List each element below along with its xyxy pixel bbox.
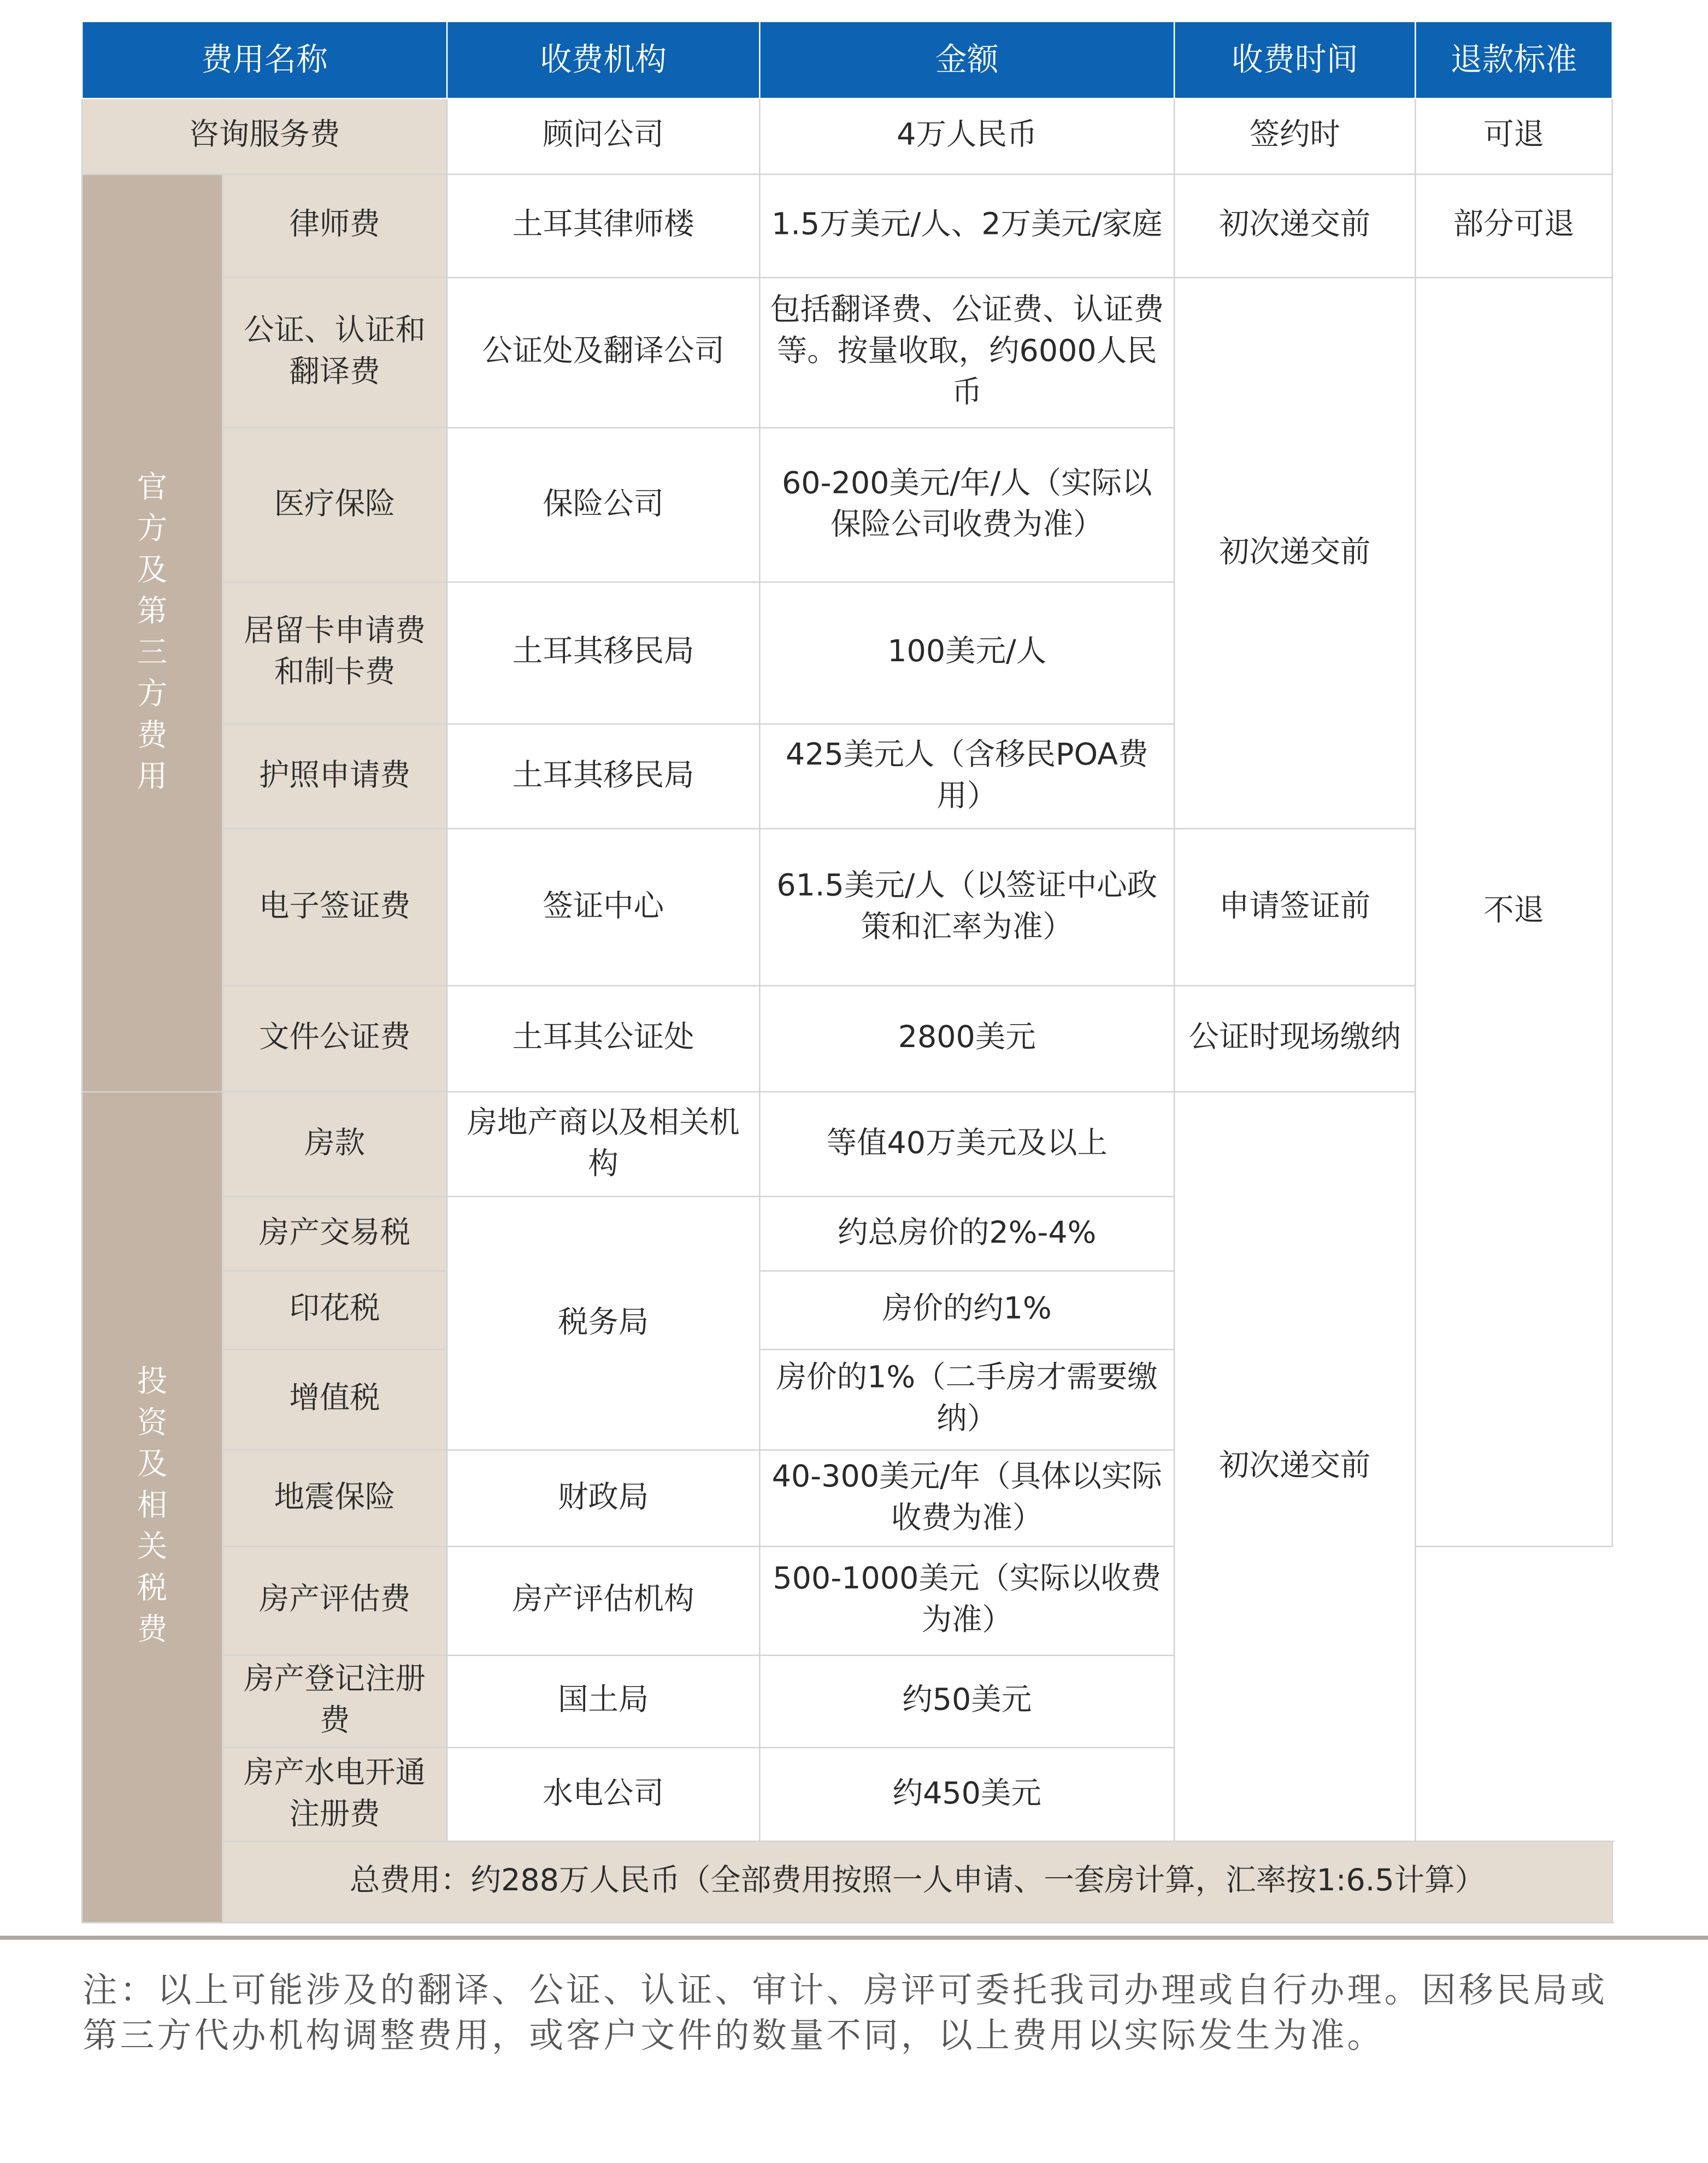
fee-org: 土耳其移民局 — [447, 724, 759, 829]
table-row — [82, 828, 1612, 985]
group-label-invest: 投资及相关税费 — [82, 1092, 222, 1923]
fee-amount: 40-300美元/年（具体以实际收费为准） — [759, 1450, 1174, 1546]
table-row — [82, 278, 1612, 428]
fee-amount: 2800美元 — [759, 986, 1174, 1092]
header-amount: 金额 — [759, 21, 1174, 98]
fee-org: 国土局 — [447, 1655, 759, 1748]
fee-name: 公证、认证和翻译费 — [222, 278, 447, 428]
fee-name: 房产登记注册费 — [222, 1655, 447, 1748]
fee-name: 房款 — [222, 1092, 447, 1197]
fee-org: 水电公司 — [447, 1748, 759, 1841]
fee-org: 财政局 — [447, 1450, 759, 1546]
fee-name: 地震保险 — [222, 1450, 447, 1546]
header-time: 收费时间 — [1174, 21, 1415, 98]
fee-time: 初次递交前 — [1174, 1092, 1415, 1841]
fee-amount: 60-200美元/年/人（实际以保险公司收费为准） — [759, 428, 1174, 582]
group-label-official: 官方及第三方费用 — [82, 174, 222, 1092]
fee-name: 医疗保险 — [222, 428, 447, 582]
fee-amount: 100美元/人 — [759, 582, 1174, 724]
fee-org: 房产评估机构 — [447, 1547, 759, 1655]
fee-name: 房产交易税 — [222, 1196, 447, 1271]
fee-refund: 不退 — [1415, 278, 1612, 1547]
fee-org: 房地产商以及相关机构 — [447, 1092, 759, 1197]
fee-org: 土耳其律师楼 — [447, 174, 759, 278]
fee-name: 护照申请费 — [222, 724, 447, 829]
fee-table — [81, 21, 1613, 1924]
fee-time: 初次递交前 — [1174, 174, 1415, 278]
total-row — [82, 1841, 1612, 1923]
fee-name: 电子签证费 — [222, 828, 447, 985]
fee-time: 初次递交前 — [1174, 278, 1415, 828]
fee-time: 签约时 — [1174, 98, 1415, 174]
fee-amount: 约总房价的2%-4% — [759, 1196, 1174, 1271]
fee-amount: 等值40万美元及以上 — [759, 1092, 1174, 1197]
fee-amount: 包括翻译费、公证费、认证费等。按量收取，约6000人民币 — [759, 278, 1174, 428]
fee-name: 房产水电开通注册费 — [222, 1748, 447, 1841]
fee-name: 印花税 — [222, 1271, 447, 1350]
fee-amount: 约450美元 — [759, 1748, 1174, 1841]
fee-org: 保险公司 — [447, 428, 759, 582]
fee-org: 土耳其移民局 — [447, 582, 759, 724]
fee-org: 签证中心 — [447, 828, 759, 985]
fee-amount: 房价的1%（二手房才需要缴纳） — [759, 1349, 1174, 1450]
fee-amount: 约50美元 — [759, 1655, 1174, 1748]
fee-amount: 425美元人（含移民POA费用） — [759, 724, 1174, 829]
fee-org: 土耳其公证处 — [447, 986, 759, 1092]
fee-amount: 4万人民币 — [759, 98, 1174, 174]
fee-refund: 部分可退 — [1415, 174, 1612, 278]
fee-name: 咨询服务费 — [82, 98, 447, 174]
header-row — [82, 21, 1612, 98]
fee-name: 居留卡申请费和制卡费 — [222, 582, 447, 724]
table-row — [82, 98, 1612, 174]
fee-time: 申请签证前 — [1174, 828, 1415, 985]
table-row — [82, 986, 1612, 1092]
fee-refund: 可退 — [1415, 98, 1612, 174]
header-fee-name: 费用名称 — [82, 21, 447, 98]
header-org: 收费机构 — [447, 21, 759, 98]
table-row — [82, 174, 1612, 278]
header-refund: 退款标准 — [1415, 21, 1612, 98]
fee-time: 公证时现场缴纳 — [1174, 986, 1415, 1092]
fee-amount: 1.5万美元/人、2万美元/家庭 — [759, 174, 1174, 278]
fee-name: 房产评估费 — [222, 1547, 447, 1655]
table-row — [82, 1092, 1612, 1197]
divider — [0, 1936, 1708, 1940]
fee-name: 文件公证费 — [222, 986, 447, 1092]
total-fee: 总费用：约288万人民币（全部费用按照一人申请、一套房计算，汇率按1:6.5计算） — [222, 1841, 1612, 1923]
footnote: 注：以上可能涉及的翻译、公证、认证、审计、房评可委托我司办理或自行办理。因移民局或第三方代办机构调整费用，或客户文件的数量不同，以上费用以实际发生为准。 — [83, 1970, 1608, 2056]
fee-name: 增值税 — [222, 1349, 447, 1450]
fee-amount: 61.5美元/人（以签证中心政策和汇率为准） — [759, 828, 1174, 985]
fee-org: 顾问公司 — [447, 98, 759, 174]
fee-name: 律师费 — [222, 174, 447, 278]
fee-org: 公证处及翻译公司 — [447, 278, 759, 428]
fee-amount: 500-1000美元（实际以收费为准） — [759, 1547, 1174, 1655]
fee-org: 税务局 — [447, 1196, 759, 1450]
fee-amount: 房价的约1% — [759, 1271, 1174, 1350]
